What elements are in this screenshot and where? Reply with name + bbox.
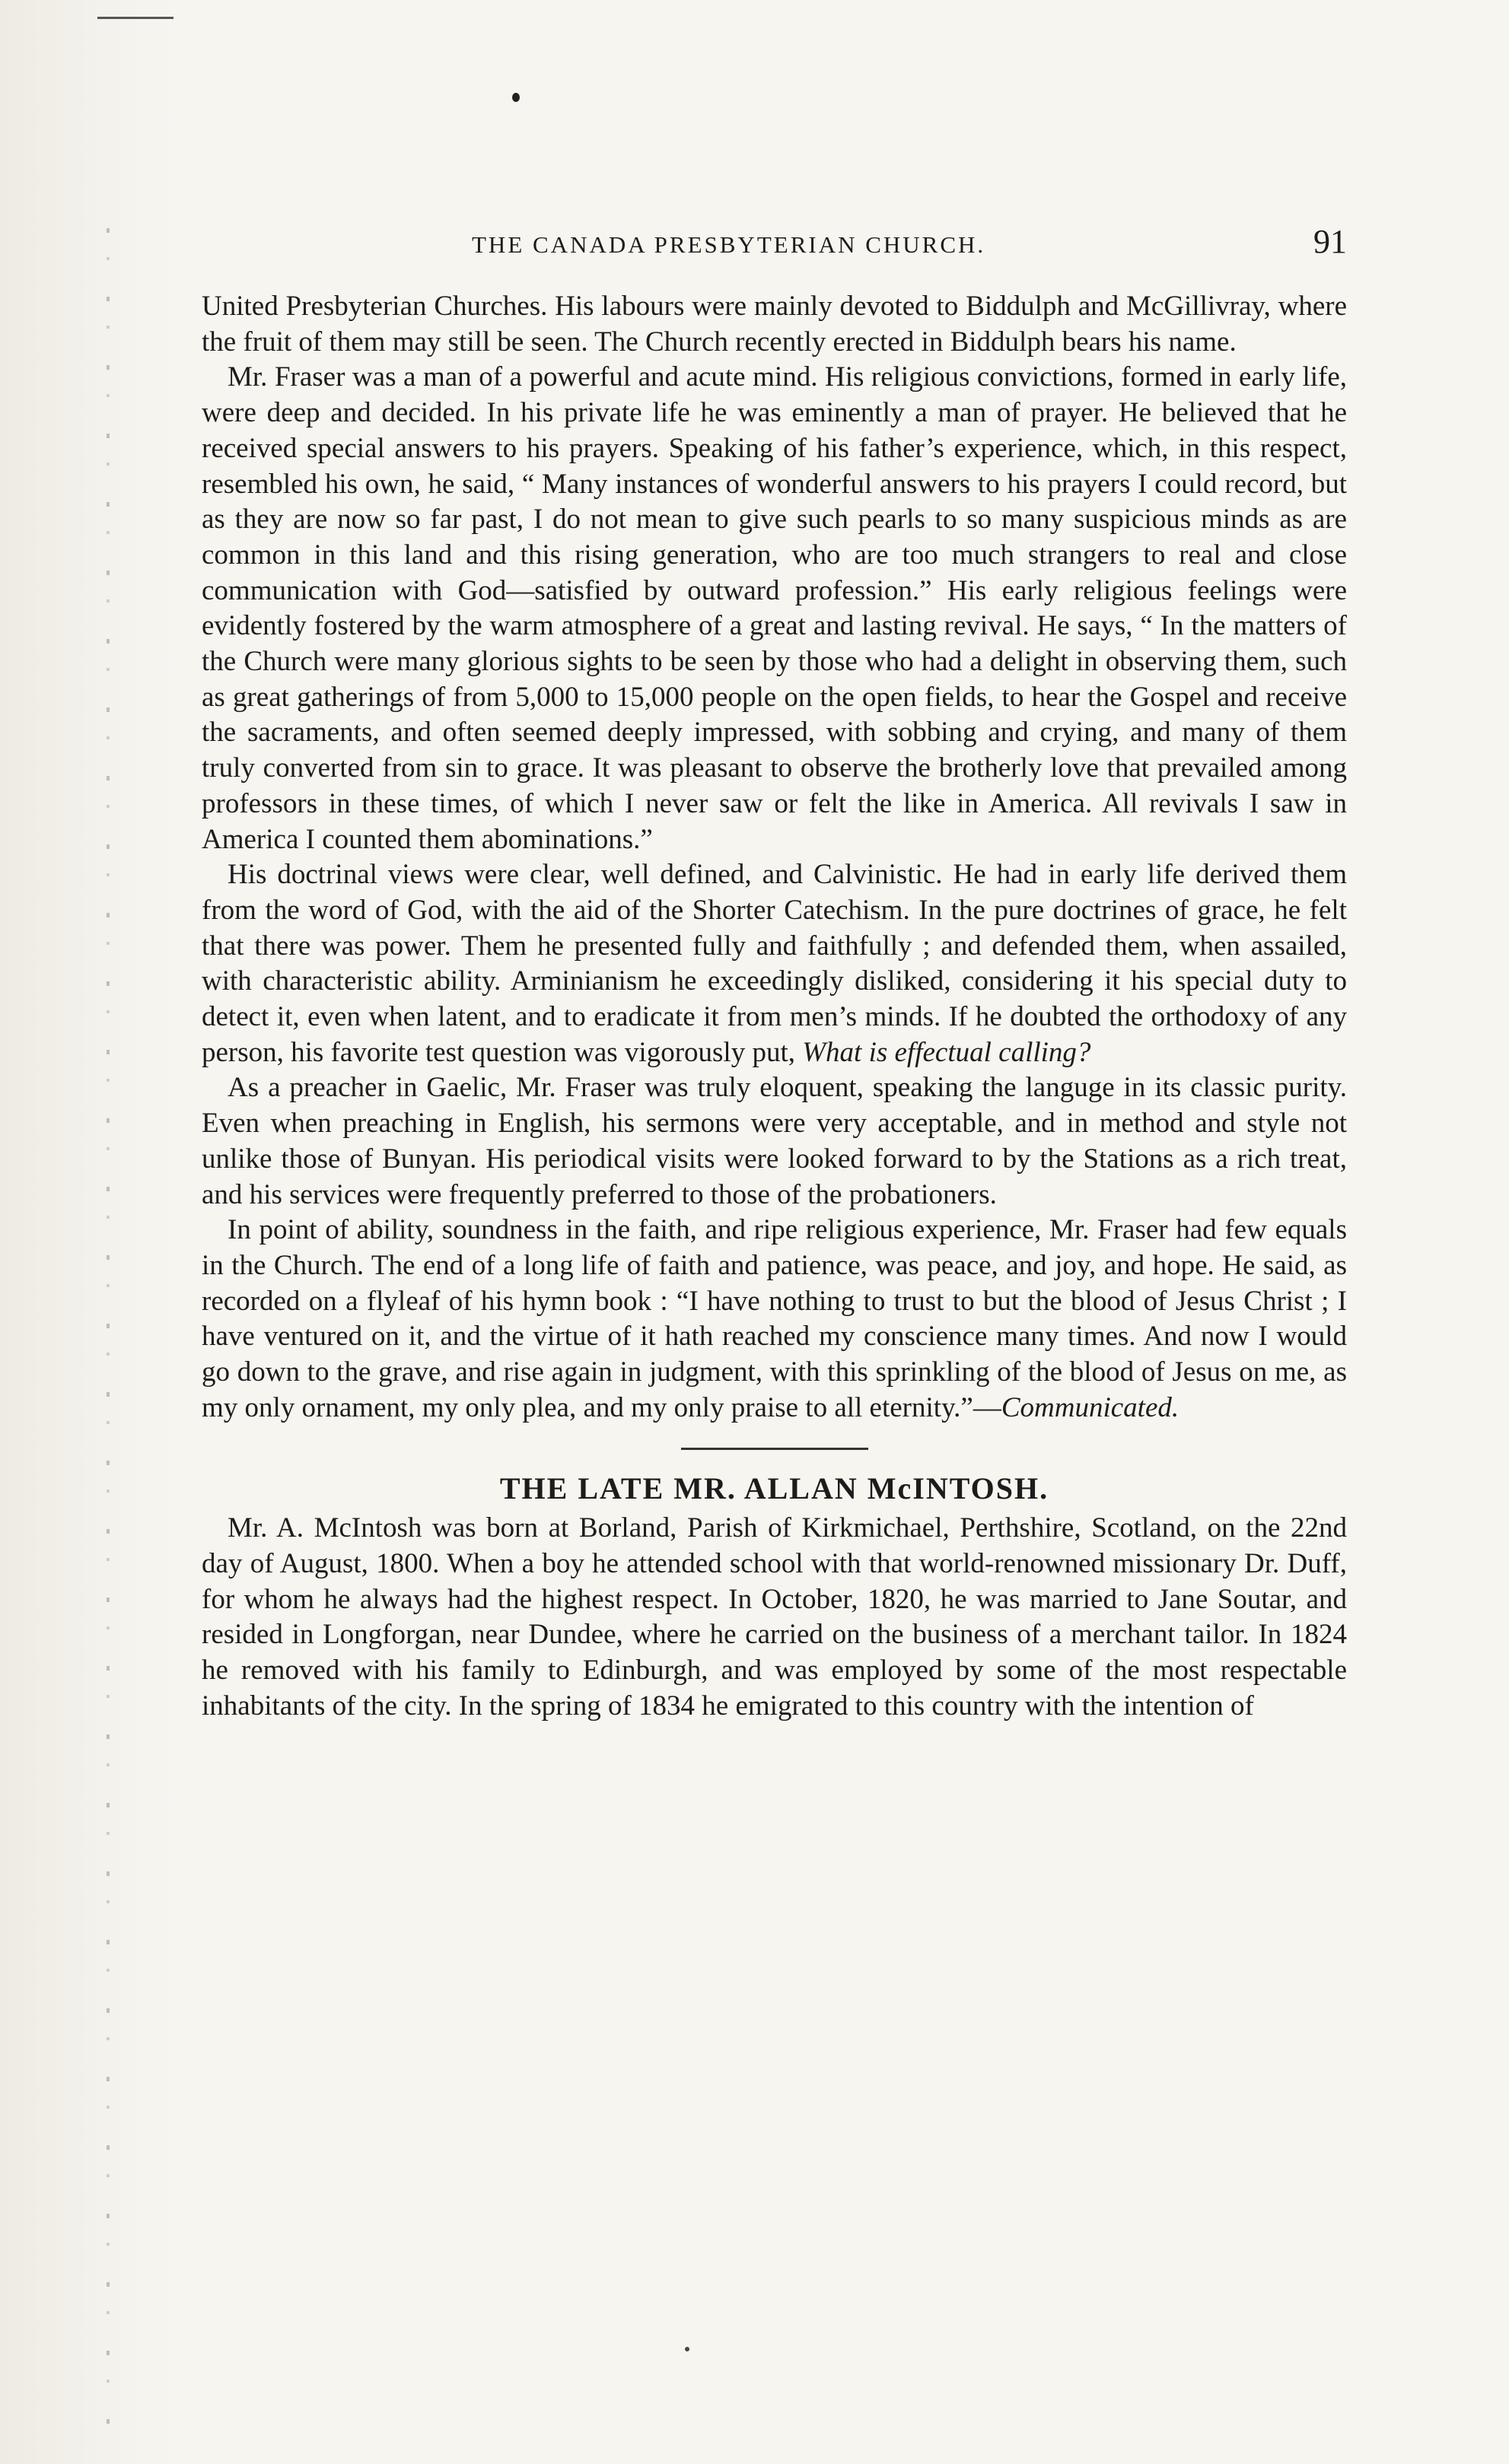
- running-head: [202, 222, 1347, 268]
- paragraph-faith: [202, 1213, 1347, 1426]
- page-body: [202, 289, 1347, 1724]
- paragraph-mcintosh: Mr. A. McIntosh was born at Borland, Parish of Kirkmichael, Perthshire, Scotland, on the 22nd day of August, 1800. When a boy he attended school with that world-renowned missionary Dr. Duff, for whom he always had the highest respect. In October, 1820, he was married to Jane Soutar, and resided in Longforgan, near Dundee, where he carried on the business of a merchant tailor. In 1824 he removed with his family to Edinburgh, and was employed by some of the most respectable inhabitants of the city. In the spring of 1834 he emigrated to this country with the intention of: [202, 1512, 1347, 1722]
- paragraph-continued: United Presbyterian Churches. His labours were mainly devoted to Biddulph and McGillivray, where the fruit of them may still be seen. The Church recently erected in Biddulph bears his name.: [202, 291, 1347, 358]
- section-divider: [681, 1448, 868, 1450]
- test-question: What is effectual calling?: [802, 1036, 1091, 1068]
- ink-dot-bottom: [685, 2347, 689, 2351]
- signature: Communicated.: [1001, 1391, 1180, 1423]
- paragraph-doctrine-text: His doctrinal views were clear, well defined, and Calvinistic. He had in early life derived them from the word of God, with the aid of the Shorter Catechism. In the pure doctrines of grace, he felt that there was power. Them he presented fully and faithfully ; and defended them, when assailed, with characteristic ability. Arminianism he exceedingly disliked, considering it his special duty to detect it, even when latent, and to eradicate it from men’s minds. If he doubted the orthodoxy of any person, his favorite test question was vigorously put,: [202, 859, 1347, 1068]
- paragraph-preacher: As a preacher in Gaelic, Mr. Fraser was truly eloquent, speaking the languge in its classic purity. Even when preaching in English, his sermons were very acceptable, and in method and style not unlike those of Bunyan. His periodical visits were looked forward to by the Stations as a rich treat, and his services were frequently preferred to those of the probationers.: [202, 1072, 1347, 1210]
- running-title: THE CANADA PRESBYTERIAN CHURCH.: [472, 231, 986, 258]
- book-gutter: [0, 0, 175, 2464]
- section-title: THE LATE MR. ALLAN McINTOSH.: [499, 1470, 1049, 1505]
- ink-dot: [512, 93, 520, 102]
- page-number: 91: [1313, 223, 1347, 260]
- paragraph-character: Mr. Fraser was a man of a powerful and acute mind. His religious convictions, formed in early life, were deep and decided. In his private life he was eminently a man of prayer. He believed that he received special answers to his prayers. Speaking of his father’s experience, which, in this respect, resembled his own, he said, “ Many instances of wonderful answers to his prayers I could record, but as they are now so far past, I do not mean to give such pearls to so many suspicious minds as are common in this land and this rising generation, who are too much strangers to real and close communication with God—satisfied by outward profession.” His early religious feelings were evidently fostered by the warm atmosphere of a great and lasting revival. He says, “ In the matters of the Church were many glorious sights to be seen by those who had a delight in observing them, such as great gatherings of from 5,000 to 15,000 people on the open fields, to hear the Gospel and receive the sacraments, and often seemed deeply impressed, with sobbing and crying, and many of them truly converted from sin to grace. It was pleasant to observe the brotherly love that prevailed among professors in these times, of which I never saw or felt the like in America. All revivals I saw in America I counted them abominations.”: [202, 361, 1347, 855]
- paragraph-doctrine: [202, 857, 1347, 1070]
- paragraph-faith-text: In point of ability, soundness in the faith, and ripe religious experience, Mr. Fraser had few equals in the Church. The end of a long life of faith and patience, was peace, and joy, and hope. He said, as recorded on a flyleaf of his hymn book : “I have nothing to trust to but the blood of Jesus Christ ; I have ventured on it, and the virtue of it hath reached my conscience many times. And now I would go down to the grave, and rise again in judgment, with this sprinkling of the blood of Jesus on me, as my only ornament, my only plea, and my only praise to all eternity.”—: [202, 1214, 1347, 1423]
- top-rule: [97, 17, 174, 19]
